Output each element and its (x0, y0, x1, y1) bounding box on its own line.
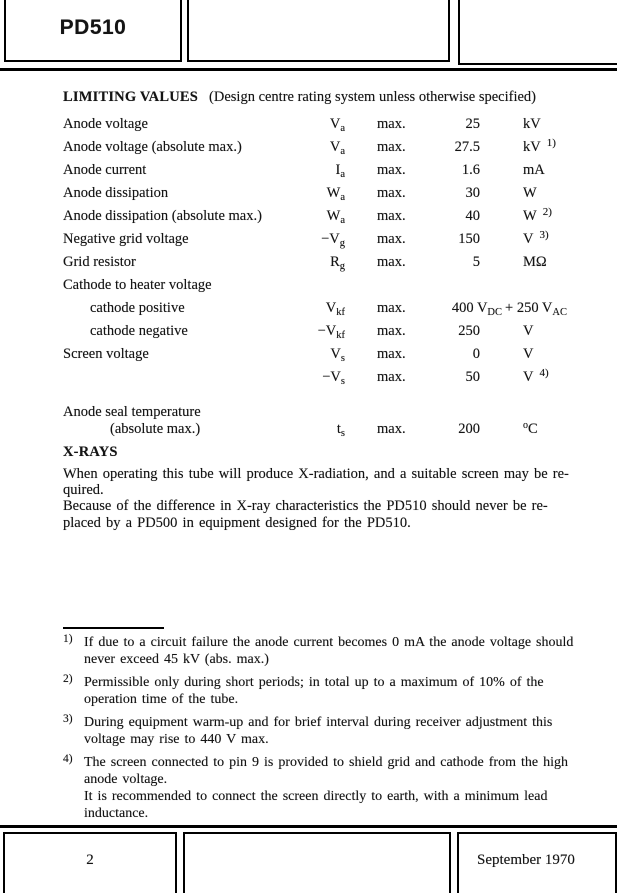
row-label: Screen voltage (63, 346, 149, 362)
table-row (63, 277, 570, 300)
section-title: LIMITING VALUES (63, 89, 199, 105)
unit: $^o$C (523, 420, 538, 437)
row-label: Anode current (63, 162, 147, 178)
bottom-rule (0, 825, 617, 828)
value: 400 $V_{DC} + 250$ $V_{AC}$ (451, 300, 567, 318)
footnote-separator-rule (63, 627, 164, 629)
footnote-line: never exceed 45 kV (abs. max.) (84, 652, 269, 667)
footnote-line: Permissible only during short periods; in total up to a maximum of 10% of the (84, 675, 544, 690)
symbol-subscript: a (340, 192, 345, 203)
row-label: cathode negative (90, 323, 188, 339)
footnote-text (84, 634, 577, 668)
table-row (63, 392, 570, 438)
value: 200 (458, 421, 480, 437)
footnote-text (84, 714, 577, 748)
unit: kV (523, 116, 541, 132)
max-label: max. (377, 369, 406, 385)
unit: mA (523, 162, 545, 178)
symbol-subscript: s (340, 376, 345, 387)
footnote-text (84, 674, 577, 708)
table-row (63, 346, 570, 369)
max-label: max. (377, 208, 406, 224)
row-label: Negative grid voltage (63, 231, 189, 247)
value: 0 (472, 346, 480, 362)
xrays-line: quired. (63, 482, 104, 499)
footnote-marker: 1) (63, 633, 73, 645)
footnote-line: inductance. (84, 806, 149, 821)
symbol: $W_a$ (326, 185, 345, 203)
max-label: max. (377, 346, 406, 362)
header-box-product (4, 0, 182, 62)
section-subtitle: (Design centre rating system unless otherwise specified) (209, 89, 536, 105)
symbol-subscript: s (340, 428, 345, 439)
publication-date: September 1970 (477, 852, 575, 868)
footnote (63, 634, 577, 668)
max-label: max. (377, 421, 406, 437)
symbol-subscript: g (339, 261, 345, 272)
header-box-right (458, 0, 617, 65)
symbol: $V_s$ (330, 346, 345, 364)
unit: V $^{4)}$ (523, 367, 549, 385)
row-label: Cathode to heater voltage (63, 277, 212, 293)
symbol-subscript: a (340, 123, 345, 134)
table-row (63, 254, 570, 277)
footnote-ref: 2) (542, 206, 552, 218)
unit: MΩ (523, 254, 547, 270)
table-row (63, 369, 570, 392)
footnote-ref: 4) (539, 367, 549, 379)
degree-symbol: o (523, 420, 528, 431)
footnote-marker: 4) (63, 753, 73, 765)
unit: kV $^{1)}$ (523, 137, 556, 155)
footer-box-date (457, 832, 617, 893)
footnote-marker: 3) (63, 713, 73, 725)
row-label: Anode voltage (63, 116, 148, 132)
value: 27.5 (454, 139, 480, 155)
max-label: max. (377, 254, 406, 270)
unit: W $^{2)}$ (523, 206, 552, 224)
table-row (63, 300, 570, 323)
product-title: PD510 (59, 16, 127, 39)
footer-box-middle (183, 832, 451, 893)
value: 250 (458, 323, 480, 339)
symbol-subscript: a (340, 169, 345, 180)
max-label: max. (377, 116, 406, 132)
max-label: max. (377, 162, 406, 178)
footnote-line: operation time of the tube. (84, 692, 239, 707)
xrays-line: placed by a PD500 in equipment designed for the PD510. (63, 514, 411, 531)
max-label: max. (377, 185, 406, 201)
max-label: max. (377, 231, 406, 247)
symbol: $R_g$ (330, 254, 345, 272)
page-number: 2 (86, 852, 94, 868)
max-label: max. (377, 323, 406, 339)
max-label: max. (377, 139, 406, 155)
footnotes (63, 634, 577, 828)
symbol: $I_a$ (335, 162, 345, 180)
row-label: cathode positive (90, 300, 185, 316)
table-row (63, 162, 570, 185)
table-row (63, 116, 570, 139)
table-row (63, 208, 570, 231)
row-label: Grid resistor (63, 254, 136, 270)
max-label: max. (377, 300, 406, 316)
header-box-middle (187, 0, 450, 62)
table-row (63, 185, 570, 208)
row-label: Anode dissipation (63, 185, 169, 201)
footnote-ref: 3) (539, 229, 549, 241)
symbol: $t_s$ (336, 421, 345, 439)
table-row (63, 323, 570, 346)
symbol-subscript: a (340, 215, 345, 226)
xrays-heading: X-RAYS (63, 444, 118, 460)
symbol: $V_a$ (329, 139, 345, 157)
footnote-line: anode voltage. (84, 772, 168, 787)
footnote-marker: 2) (63, 673, 73, 685)
value: 30 (465, 185, 480, 201)
footnote (63, 674, 577, 708)
footnote-ref: 1) (546, 137, 556, 149)
footnote-line: voltage may rise to 440 V max. (84, 732, 269, 747)
footnote (63, 754, 577, 822)
value: 40 (465, 208, 480, 224)
unit-subscript: DC (487, 307, 503, 318)
symbol-subscript: g (339, 238, 345, 249)
unit: V (523, 323, 534, 339)
symbol-subscript: s (340, 353, 345, 364)
symbol-subscript: a (340, 146, 345, 157)
value: 50 (465, 369, 480, 385)
footer-box-page (3, 832, 177, 893)
symbol: $-V_g$ (321, 231, 345, 249)
section-title-line (63, 89, 536, 106)
footnote-line: During equipment warm-up and for brief interval during receiver adjustment this (84, 715, 553, 730)
symbol: $V_a$ (329, 116, 345, 134)
symbol: $-V_{kf}$ (317, 323, 345, 341)
unit: W (523, 185, 537, 201)
unit: V (523, 346, 534, 362)
table-row (63, 139, 570, 162)
value: 5 (472, 254, 480, 270)
value: 150 (458, 231, 480, 247)
row-label: Anode dissipation (absolute max.) (63, 208, 262, 224)
value: 25 (465, 116, 480, 132)
value: 1.6 (461, 162, 480, 178)
row-label: Anode seal temperature (absolute max.) (63, 404, 201, 437)
footnote-line: If due to a circuit failure the anode current becomes 0 mA the anode voltage should (84, 635, 574, 650)
symbol-subscript: kf (336, 307, 345, 318)
xrays-paragraph (63, 466, 577, 531)
footnote-line: The screen connected to pin 9 is provided to shield grid and cathode from the high (84, 755, 568, 770)
top-rule (0, 68, 617, 71)
xrays-line: When operating this tube will produce X-radiation, and a suitable screen may be re- (63, 466, 569, 482)
footnote-line: It is recommended to connect the screen directly to earth, with a minimum lead (84, 789, 548, 804)
table-row (63, 231, 570, 254)
limiting-values-table (63, 116, 570, 438)
unit-subscript: AC (552, 307, 567, 318)
symbol: $W_a$ (326, 208, 345, 226)
unit: V $^{3)}$ (523, 229, 549, 247)
symbol: $-V_s$ (322, 369, 345, 387)
symbol-subscript: kf (336, 330, 345, 341)
symbol: $V_{kf}$ (325, 300, 345, 318)
row-label: Anode voltage (absolute max.) (63, 139, 242, 155)
footnote (63, 714, 577, 748)
xrays-line: Because of the difference in X-ray characteristics the PD510 should never be re- (63, 498, 548, 515)
footnote-text (84, 754, 577, 822)
